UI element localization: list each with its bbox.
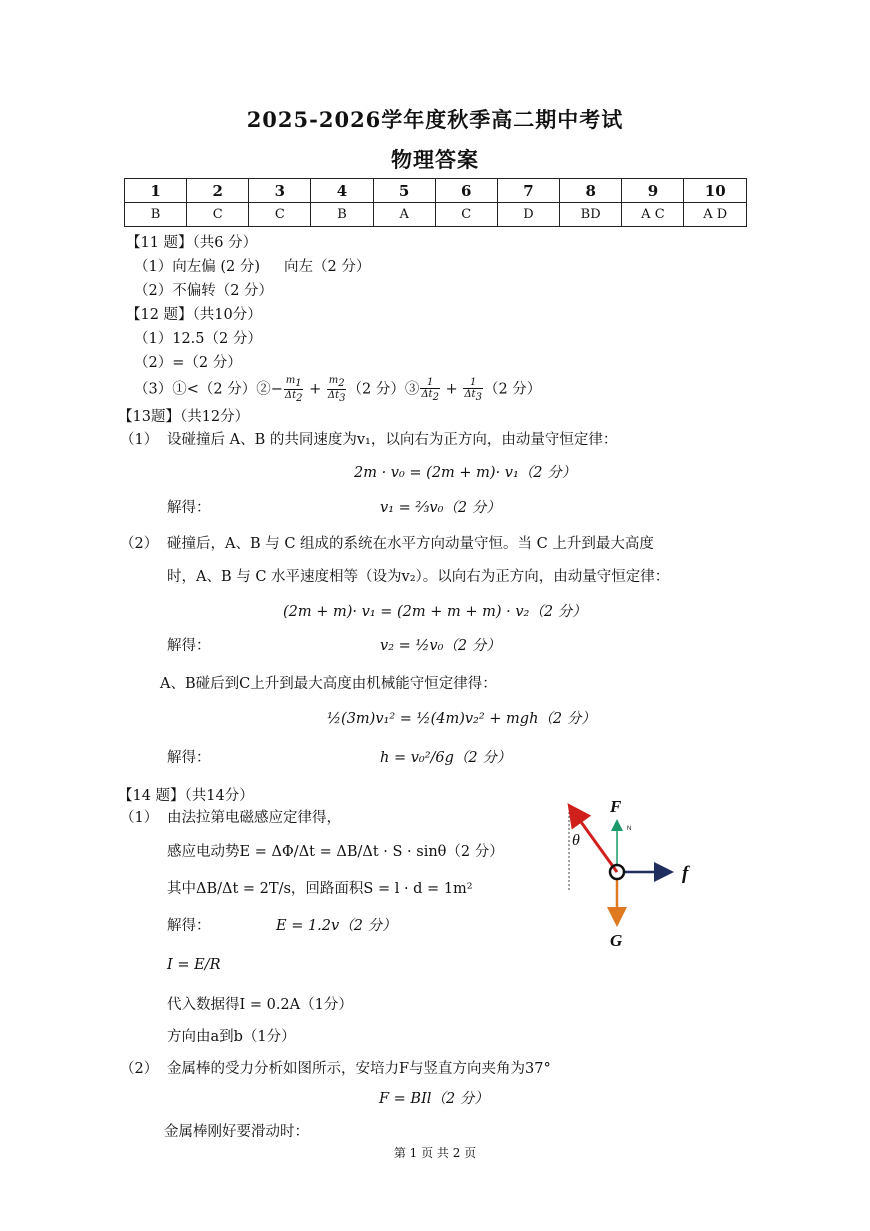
fraction: $\frac{1}{\Delta t_3}$ [464, 376, 482, 403]
q11-line1b: 向左（2 分） [284, 259, 371, 275]
q13-eq4: v₂ = ½v₀（2 分） [380, 638, 501, 654]
q13-eq2: v₁ = ⅔v₀（2 分） [380, 500, 501, 516]
q14-rate-line: 其中ΔB/Δt = 2T/s，回路面积S = l · d = 1m² [167, 881, 473, 897]
table-cell: C [435, 203, 497, 227]
table-cell: 10 [684, 179, 747, 203]
q14-emf-line: 感应电动势E = ΔΦ/Δt = ΔB/Δt · S · sinθ（2 分） [167, 844, 504, 860]
answer-table [124, 178, 747, 227]
table-cell: 2 [187, 179, 249, 203]
q12-line3: （3）①<（2 分）②− $\frac{m_1}{\Delta t_2}$ + $\frac{m_2}{\Delta t_3}$ （2 分）③ $\frac{1}{\Delta t_2}$ + $\frac{1}{\Delta t_3}$ （2 分） [134, 375, 542, 404]
q14-ampere-force: F = BIl（2 分） [379, 1091, 489, 1107]
q12-header: 【12 题】（共10分） [126, 307, 262, 323]
label-f: f [682, 863, 689, 884]
q13-p1-text: 设碰撞后 A、B 的共同速度为v₁，以向右为正方向，由动量守恒定律： [167, 432, 618, 448]
q13-p2-text-b: 时，A、B 与 C 水平速度相等（设为v₂）。以向右为正方向，由动量守恒定律： [167, 569, 670, 585]
table-row-numbers [125, 179, 747, 203]
table-cell: 7 [497, 179, 559, 203]
force-diagram [555, 790, 705, 950]
q14-p1-label: （1） [120, 810, 159, 826]
table-cell: 1 [125, 179, 187, 203]
table-cell: 6 [435, 179, 497, 203]
table-cell: B [125, 203, 187, 227]
table-row-answers [125, 203, 747, 227]
table-cell: 5 [373, 179, 435, 203]
q13-solve-label-3: 解得： [167, 750, 211, 766]
q13-eq5: ½(3m)v₁² = ½(4m)v₂² + mgh（2 分） [327, 711, 596, 727]
q13-header: 【13题】（共12分） [118, 409, 250, 425]
table-cell: A C [622, 203, 684, 227]
table-cell: 4 [311, 179, 373, 203]
q13-eq1: 2m · v₀ = (2m + m)· v₁（2 分） [354, 465, 577, 481]
q13-solve-label-1: 解得： [167, 500, 211, 516]
page-footer: 第 1 页 共 2 页 [393, 1146, 477, 1160]
q14-solve-label: 解得： [167, 918, 211, 934]
label-theta: θ [572, 832, 580, 849]
q12-line3-suffix: （2 分） [483, 381, 542, 398]
table-cell: 9 [622, 179, 684, 203]
q11-line1a: （1）向左偏 (2 分) [134, 259, 260, 275]
q14-current-result: 代入数据得I = 0.2A（1分） [167, 997, 353, 1013]
q14-p2-text: 金属棒的受力分析如图所示，安培力F与竖直方向夹角为37° [167, 1061, 551, 1077]
label-N: N [627, 826, 632, 832]
table-cell: 3 [249, 179, 311, 203]
q13-p1-label: （1） [120, 432, 159, 448]
q13-p2-label: （2） [120, 536, 159, 552]
q13-p2-text-c: A、B碰后到C上升到最大高度由机械能守恒定律得： [160, 676, 497, 692]
q13-p2-text-a: 碰撞后，A、B 与 C 组成的系统在水平方向动量守恒。当 C 上升到最大高度 [167, 536, 654, 552]
fraction: $\frac{m_2}{\Delta t_3}$ [327, 375, 346, 404]
q13-eq3: (2m + m)· v₁ = (2m + m + m) · v₂（2 分） [283, 604, 587, 620]
label-G: G [610, 931, 623, 950]
fraction: $\frac{m_1}{\Delta t_2}$ [284, 375, 303, 404]
answer-subtitle: 物理答案 [391, 147, 479, 172]
q14-last-line: 金属棒刚好要滑动时： [164, 1124, 309, 1140]
fraction: $\frac{1}{\Delta t_2}$ [421, 376, 439, 403]
table-cell: C [249, 203, 311, 227]
q12-line3-prefix: （3）①<（2 分）②− [134, 381, 283, 398]
table-cell: A [373, 203, 435, 227]
exam-title: 2025-2026学年度秋季高二期中考试 [246, 107, 624, 132]
q11-line2: （2）不偏转（2 分） [134, 283, 274, 299]
table-cell: BD [559, 203, 621, 227]
q13-eq6: h = v₀²/6g（2 分） [380, 750, 512, 766]
table-cell: B [311, 203, 373, 227]
q14-current-direction: 方向由a到b（1分） [167, 1029, 296, 1045]
table-cell: 8 [559, 179, 621, 203]
q12-line1: （1）12.5（2 分） [134, 331, 262, 347]
q11-header: 【11 题】（共6 分） [126, 235, 258, 251]
q14-emf-result: E = 1.2v（2 分） [276, 918, 397, 934]
q13-solve-label-2: 解得： [167, 638, 211, 654]
q12-line2: （2）=（2 分） [134, 355, 242, 371]
table-cell: A D [684, 203, 747, 227]
q14-p1-text: 由法拉第电磁感应定律得， [167, 810, 341, 826]
q14-ohm-law: I = E/R [167, 957, 221, 973]
q14-header: 【14 题】（共14分） [118, 788, 254, 804]
table-cell: C [187, 203, 249, 227]
q12-line3-mid: （2 分）③ [347, 381, 420, 398]
table-cell: D [497, 203, 559, 227]
q14-p2-label: （2） [120, 1061, 159, 1077]
label-F: F [610, 797, 622, 816]
